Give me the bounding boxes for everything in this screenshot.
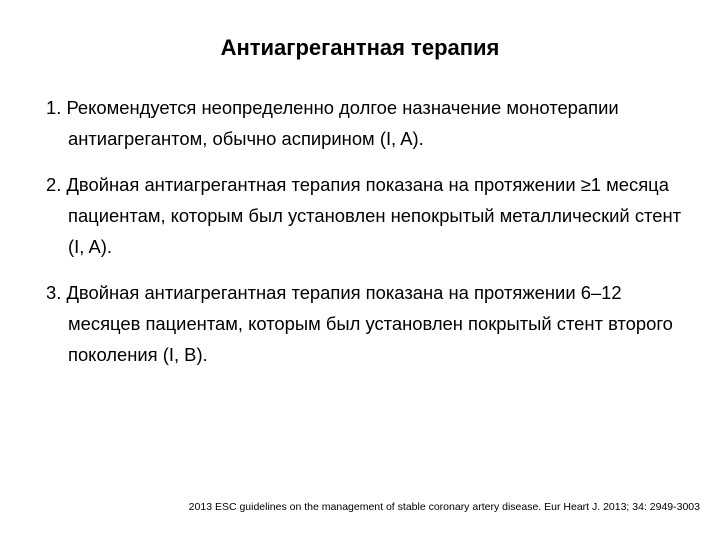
recommendation-list: [46, 92, 696, 385]
recommendation-number: 2.: [46, 174, 62, 195]
recommendation-item-3: [46, 277, 696, 370]
source-citation: 2013 ESC guidelines on the management of stable coronary artery disease. Eur Heart J. 2013; 34: 2949-3003: [188, 501, 700, 513]
recommendation-item-2: [46, 169, 696, 262]
recommendation-text: Двойная антиагрегантная терапия показана на протяжении 6–12 месяцев пациентам, которым был установлен покрытый стент второго поколения (I, B).: [66, 282, 673, 365]
recommendation-text: Двойная антиагрегантная терапия показана на протяжении ≥1 месяца пациентам, которым был установлен непокрытый металлический стент (I, A).: [66, 174, 682, 257]
recommendation-number: 3.: [46, 282, 62, 303]
recommendation-text: Рекомендуется неопределенно долгое назначение монотерапии антиагрегантом, обычно аспирином (I, A).: [66, 97, 619, 149]
recommendation-number: 1.: [46, 97, 62, 118]
slide-title: Антиагрегантная терапия: [220, 35, 500, 60]
recommendation-item-1: [46, 92, 696, 154]
